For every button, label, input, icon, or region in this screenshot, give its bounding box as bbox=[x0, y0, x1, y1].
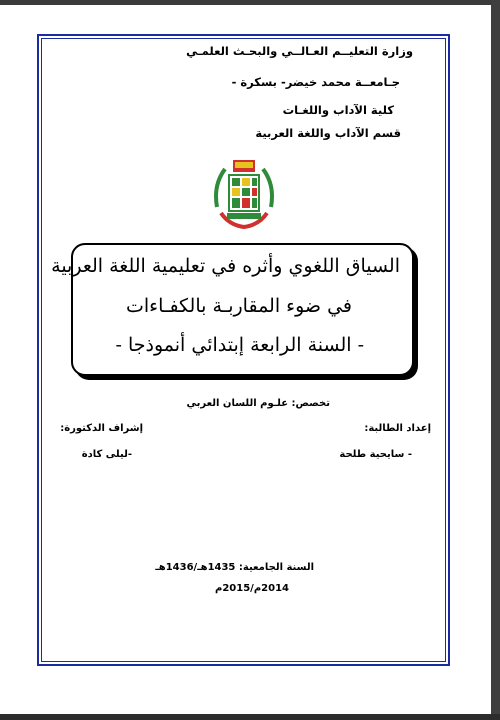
bottom-edge bbox=[0, 714, 500, 720]
thesis-title-line-1: السياق اللغوي وأثره في تعليمية اللغة العربية bbox=[51, 255, 400, 277]
specialty: تخصص: علـوم اللسان العربي bbox=[186, 398, 330, 409]
university-logo bbox=[211, 155, 277, 235]
right-edge bbox=[491, 0, 500, 720]
academic-year-gregorian: 2014م/2015م bbox=[214, 583, 289, 594]
academic-year-hijri: السنة الجامعية: 1435هـ/1436هـ bbox=[155, 562, 314, 573]
thesis-title-box bbox=[51, 243, 414, 376]
ministry-name: وزارة التعليــم العـالــي والبحـث العلمـي bbox=[186, 44, 413, 58]
student-name: - سايحية طلحة bbox=[339, 449, 412, 460]
faculty-name: كلية الآداب واللغـات bbox=[282, 103, 394, 117]
thesis-title-line-2: في ضوء المقاربـة بالكفـاءات bbox=[125, 295, 352, 317]
thesis-title-line-3: - السنة الرابعة إبتدائي أنموذجا - bbox=[115, 334, 364, 356]
department-name: قسم الآداب واللغة العربية bbox=[255, 126, 401, 140]
top-edge bbox=[0, 0, 500, 5]
university-name: جـامعــة محمد خيضر- بسكرة - bbox=[231, 75, 400, 89]
student-label: إعداد الطالبة: bbox=[364, 423, 431, 434]
supervisor-name: -ليلى كادة bbox=[81, 449, 132, 460]
supervisor-label: إشراف الدكتورة: bbox=[60, 423, 143, 434]
